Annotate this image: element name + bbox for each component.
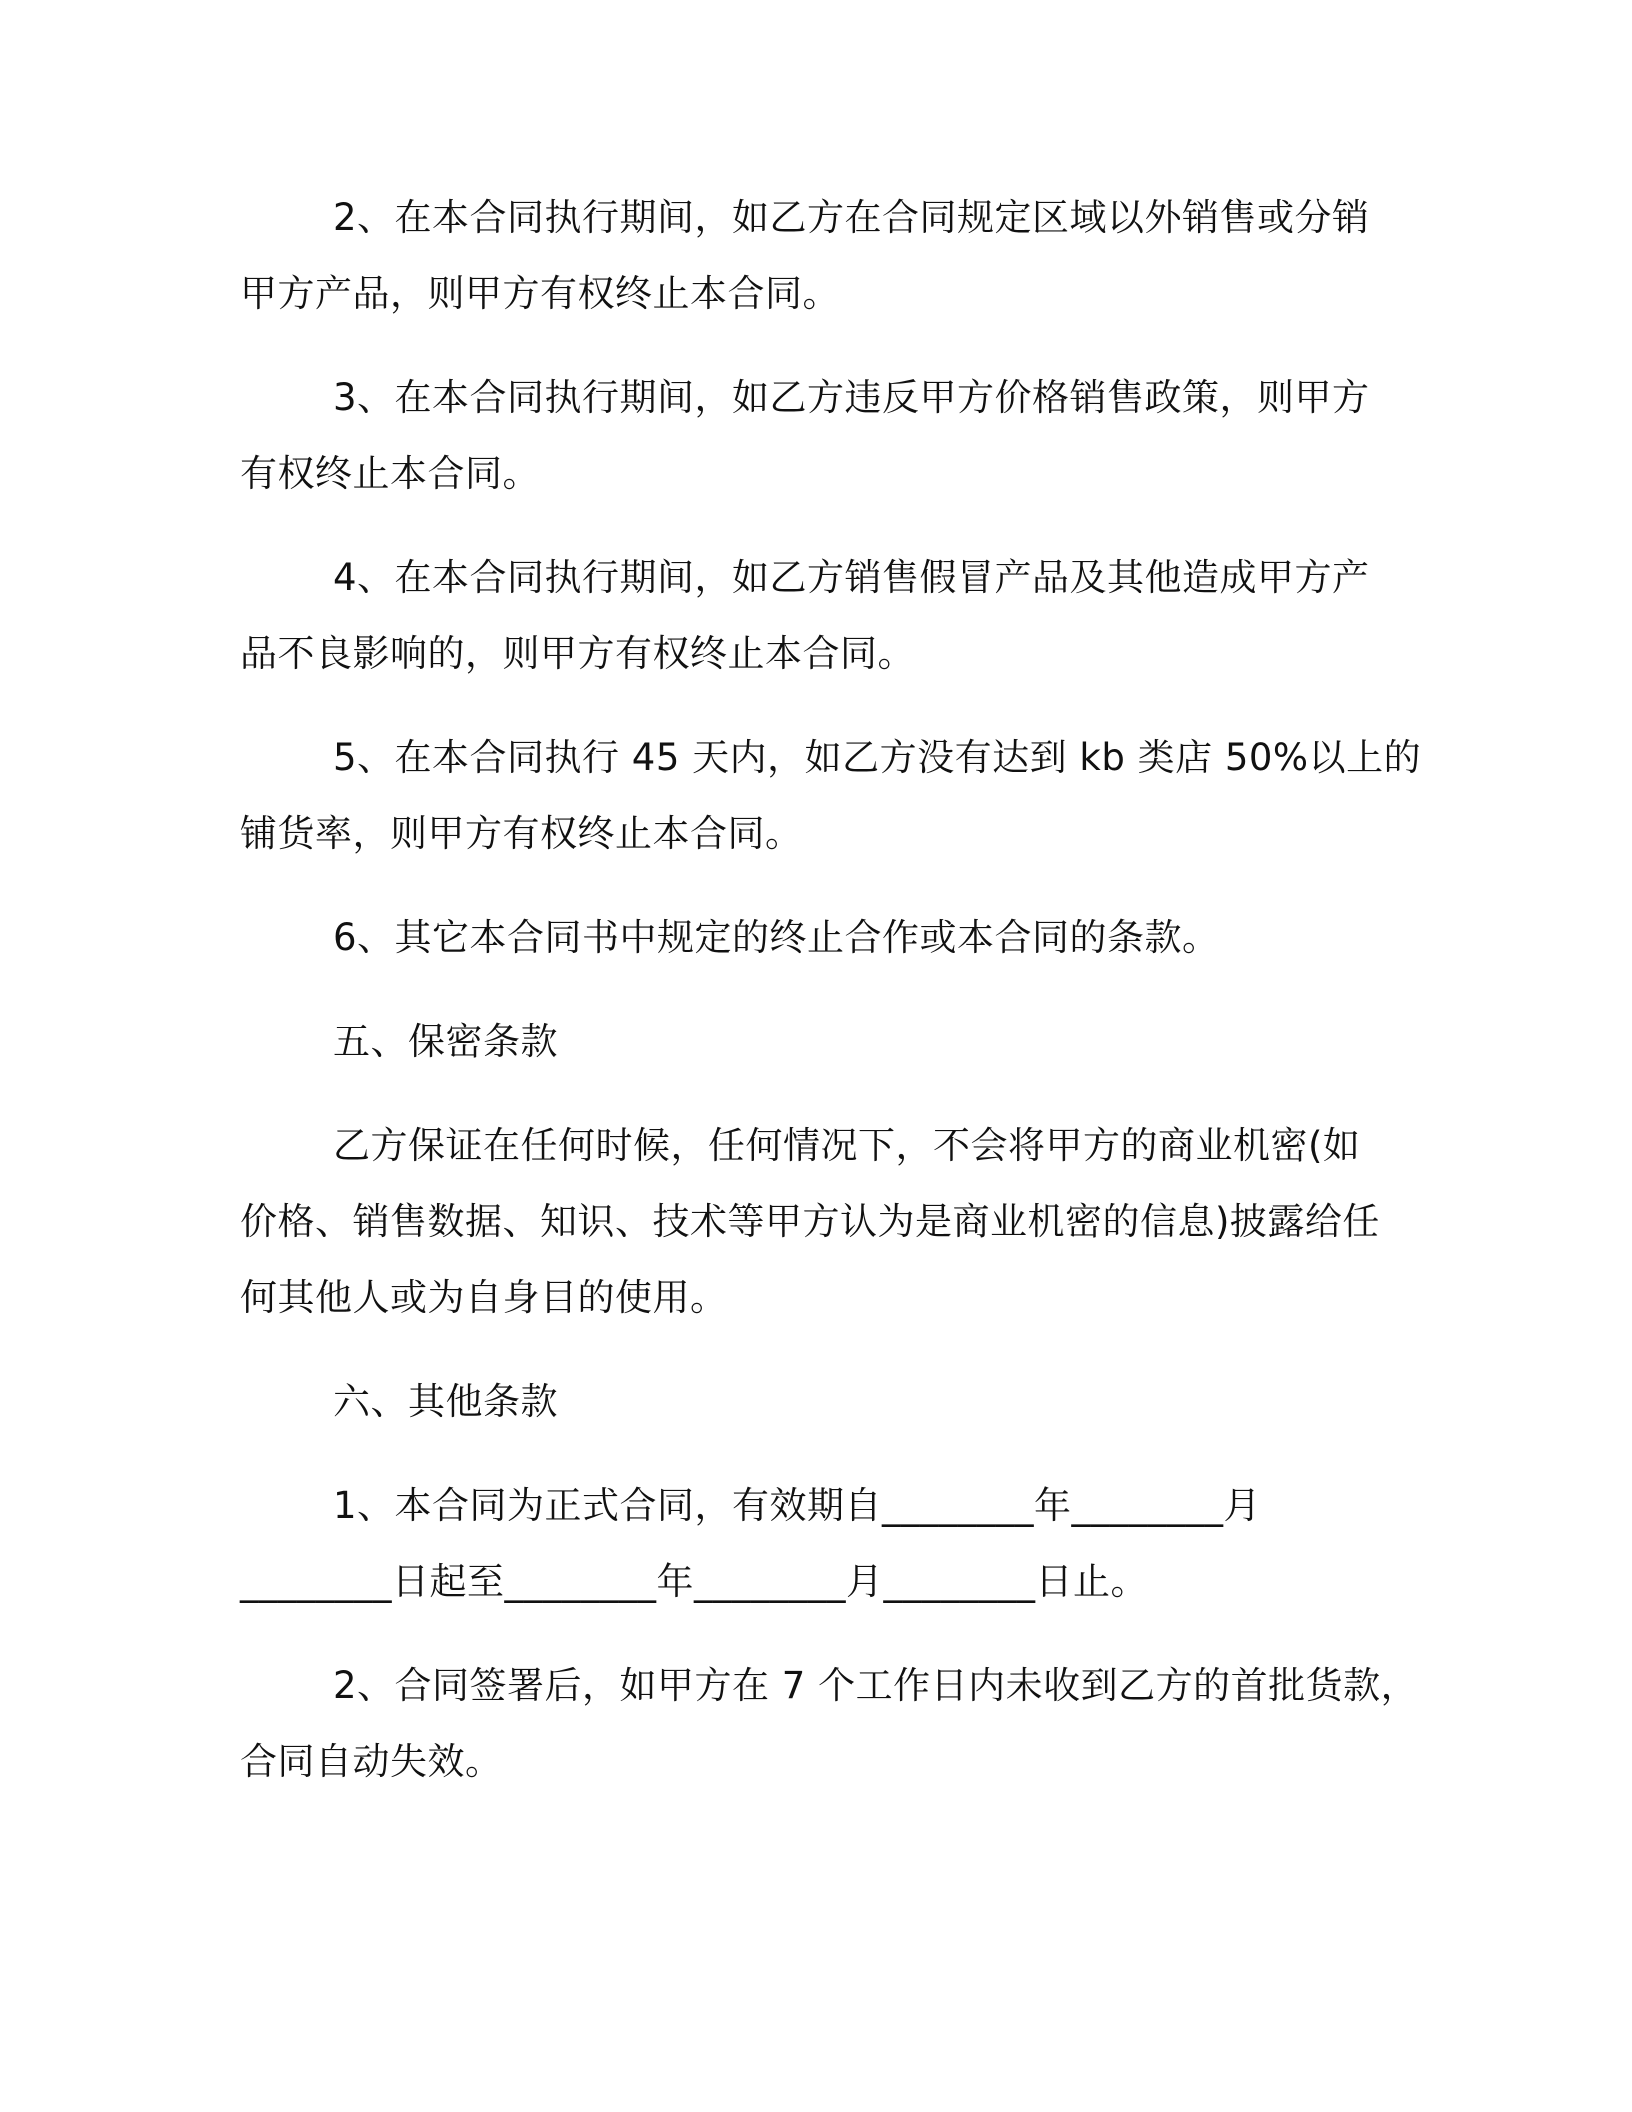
confidentiality-line-1: 乙方保证在任何时候，任何情况下，不会将甲方的商业机密(如 — [333, 1124, 1361, 1167]
confidentiality-line-2: 价格、销售数据、知识、技术等甲方认为是商业机密的信息)披露给任 — [240, 1200, 1380, 1243]
clause-6-2-line-1: 2、合同签署后，如甲方在 7 个工作日内未收到乙方的首批货款， — [333, 1664, 1419, 1707]
confidentiality-line-3: 何其他人或为自身目的使用。 — [240, 1276, 728, 1319]
clause-4-4-line-2: 品不良影响的，则甲方有权终止本合同。 — [240, 632, 915, 675]
clause-4-5-line-2: 铺货率，则甲方有权终止本合同。 — [240, 812, 803, 855]
clause-4-2-line-1: 2、在本合同执行期间，如乙方在合同规定区域以外销售或分销 — [333, 196, 1370, 239]
clause-4-6: 6、其它本合同书中规定的终止合作或本合同的条款。 — [333, 916, 1220, 959]
clause-6-1-line-2: ________日起至________年________月________日止。 — [240, 1560, 1148, 1603]
clause-6-2-line-2: 合同自动失效。 — [240, 1740, 503, 1783]
clause-4-5-line-1: 5、在本合同执行 45 天内，如乙方没有达到 kb 类店 50%以上的 — [333, 736, 1422, 779]
section-5-heading: 五、保密条款 — [333, 1020, 558, 1063]
clause-6-1-line-1: 1、本合同为正式合同，有效期自________年________月 — [333, 1484, 1262, 1527]
clause-4-4-line-1: 4、在本合同执行期间，如乙方销售假冒产品及其他造成甲方产 — [333, 556, 1370, 599]
clause-4-3-line-1: 3、在本合同执行期间，如乙方违反甲方价格销售政策，则甲方 — [333, 376, 1370, 419]
clause-4-2-line-2: 甲方产品，则甲方有权终止本合同。 — [240, 272, 840, 315]
clause-4-3-line-2: 有权终止本合同。 — [240, 452, 540, 495]
section-6-heading: 六、其他条款 — [333, 1380, 558, 1423]
